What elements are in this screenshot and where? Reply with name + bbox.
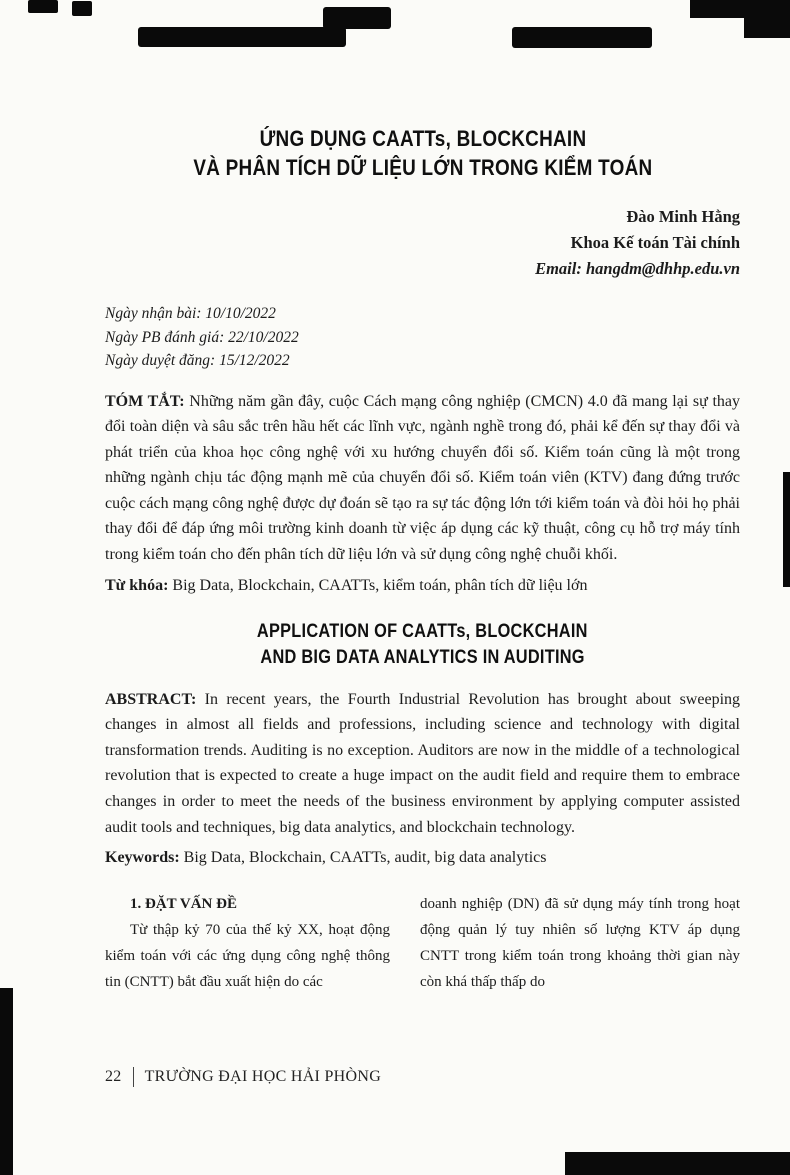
article-title-en-line1: APPLICATION OF CAATTs, BLOCKCHAIN	[257, 620, 588, 642]
body-columns	[105, 891, 740, 995]
article-title-vi-line1: ỨNG DỤNG CAATTs, BLOCKCHAIN	[259, 126, 586, 151]
author-email: Email: hangdm@dhhp.edu.vn	[535, 259, 740, 278]
article-title-vi	[105, 124, 740, 182]
scan-artifact	[0, 988, 13, 1175]
author-name: Đào Minh Hằng	[626, 207, 740, 226]
keywords-en-label: Keywords:	[105, 849, 180, 867]
abstract-vi-label: TÓM TẮT:	[105, 392, 185, 410]
footer-divider	[133, 1067, 134, 1087]
abstract-en	[105, 687, 740, 841]
page-footer	[105, 1066, 381, 1088]
scan-artifact	[72, 1, 92, 16]
keywords-vi	[105, 573, 740, 599]
scan-artifact	[565, 1152, 790, 1175]
abstract-en-text: In recent years, the Fourth Industrial Revolution has brought about sweeping changes in almost all fields and professions, including science and technology with digital transformation trends. Auditing is no exception. Auditors are now in the middle of a technological revolution that is expected to create a huge impact on the audit field and require them to embrace changes in order to meet the needs of the business environment by applying computer assisted audit tools and techniques, big data analytics, and blockchain technology.	[105, 690, 741, 836]
author-affiliation: Khoa Kế toán Tài chính	[570, 233, 740, 252]
section-1-paragraph-left: Từ thập kỷ 70 của thế kỷ XX, hoạt động kiểm toán với các ứng dụng công nghệ thông tin (CNTT) bắt đầu xuất hiện do các	[105, 922, 390, 991]
scan-artifact	[783, 472, 790, 587]
scan-artifact	[28, 0, 58, 13]
abstract-vi	[105, 389, 740, 568]
author-block	[105, 204, 740, 282]
abstract-vi-text: Những năm gần đây, cuộc Cách mạng công nghiệp (CMCN) 4.0 đã mang lại sự thay đổi toàn diện và sâu sắc trên hầu hết các lĩnh vực, ngành nghề trong đó, phải kể đến sự thay đổi và phát triển của khoa học công nghệ với xu hướng chuyển đổi số. Kiểm toán cũng là một trong những ngành chịu tác động mạnh mẽ của chuyển đổi số. Kiểm toán viên (KTV) đang đứng trước cuộc cách mạng công nghệ được dự đoán sẽ tạo ra sự tác động lớn tới kiểm toán và đòi hỏi họ phải thay đổi để đáp ứng môi trường kinh doanh từ việc áp dụng các kỹ thuật, công cụ hỗ trợ máy tính trong kiểm toán cho đến phân tích dữ liệu lớn và sử dụng công nghệ chuỗi khối.	[105, 392, 741, 564]
date-reviewed: Ngày PB đánh giá: 22/10/2022	[105, 328, 299, 346]
keywords-vi-text: Big Data, Blockchain, CAATTs, kiểm toán, phân tích dữ liệu lớn	[172, 576, 588, 594]
keywords-vi-label: Từ khóa:	[105, 576, 169, 594]
body-column-left	[105, 891, 390, 995]
body-column-right	[420, 891, 740, 995]
keywords-en-text: Big Data, Blockchain, CAATTs, audit, big data analytics	[183, 849, 547, 867]
institution-name: TRƯỜNG ĐẠI HỌC HẢI PHÒNG	[144, 1068, 382, 1085]
article-title-en-line2: AND BIG DATA ANALYTICS IN AUDITING	[260, 646, 585, 668]
submission-dates	[105, 302, 740, 373]
scan-artifact	[744, 0, 790, 38]
abstract-en-label: ABSTRACT:	[105, 690, 197, 708]
date-accepted: Ngày duyệt đăng: 15/12/2022	[105, 352, 290, 369]
article-title-en	[105, 619, 740, 671]
article-title-vi-line2: VÀ PHÂN TÍCH DỮ LIỆU LỚN TRONG KIỂM TOÁN	[192, 155, 653, 180]
page-number: 22	[105, 1068, 122, 1085]
keywords-en	[105, 845, 740, 871]
section-1-heading: 1. ĐẶT VẤN ĐỀ	[130, 896, 237, 913]
section-1-paragraph-right: doanh nghiệp (DN) đã sử dụng máy tính trong hoạt động quản lý tuy nhiên số lượng KTV áp dụng CNTT trong kiểm toán trong khoảng thời gian này còn khá thấp thấp do	[420, 896, 740, 991]
date-received: Ngày nhận bài: 10/10/2022	[105, 305, 276, 322]
article-content	[105, 0, 740, 995]
